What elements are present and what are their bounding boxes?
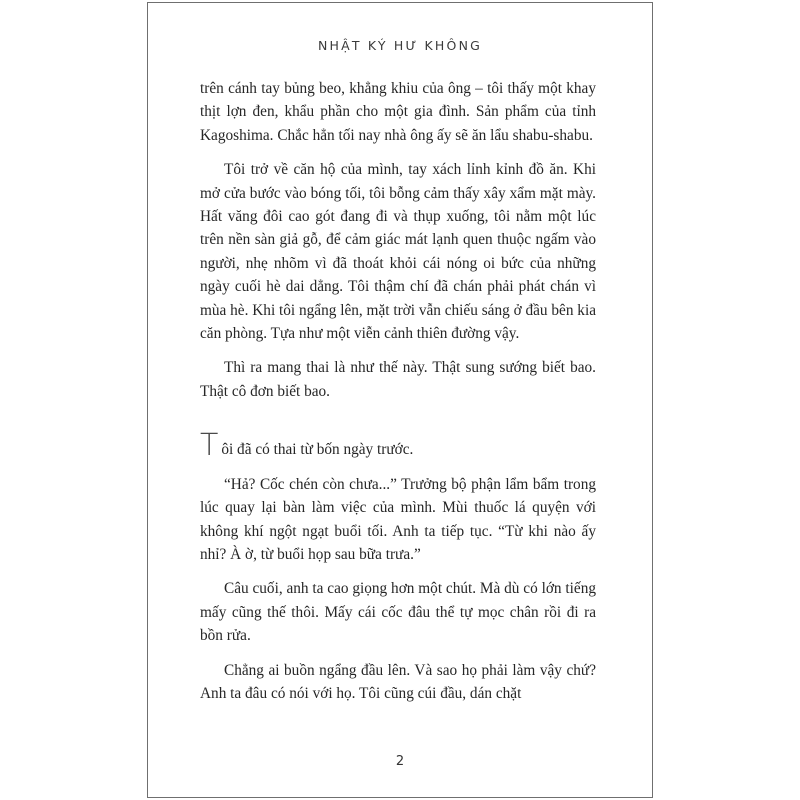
- paragraph: Chẳng ai buồn ngẩng đầu lên. Và sao họ phải làm vậy chứ? Anh ta đâu có nói với họ. Tôi cũng cúi đầu, dán chặt: [200, 661, 596, 702]
- paragraph: Thì ra mang thai là như thế này. Thật sung sướng biết bao. Thật cô đơn biết bao.: [200, 359, 596, 400]
- paragraph: Tôi trở về căn hộ của mình, tay xách lỉnh kỉnh đồ ăn. Khi mở cửa bước vào bóng tối, tôi bỗng cảm thấy xây xẩm mặt mày. Hất văng đôi cao gót đang đi và thụp xuống, tôi nằm một lúc trên nền sàn giả gỗ, để cảm giác mát lạnh quen thuộc ngấm vào người, nhẹ nhõm vì đã thoát khỏi cái nóng oi bức của những ngày cuối hè dai dẳng. Tôi thậm chí đã chán phải phát chán vì mùa hè. Khi tôi ngẩng lên, mặt trời vẫn chiếu sáng ở đầu bên kia căn phòng. Tựa như một viễn cảnh thiên đường vậy.: [200, 161, 596, 343]
- paragraph: “Hả? Cốc chén còn chưa...” Trưởng bộ phận lẩm bẩm trong lúc quay lại bàn làm việc của mình. Mùi thuốc lá quyện với không khí ngột ngạt buổi tối. Anh ta tiếp tục. “Từ khi nào ấy nhỉ? À ờ, từ buổi họp sau bữa trưa.”: [200, 475, 596, 563]
- section-break: [200, 414, 596, 435]
- book-page: [147, 2, 653, 798]
- page-number: 2: [395, 754, 405, 769]
- section-opening-paragraph: [200, 428, 596, 464]
- body-text: [200, 77, 596, 705]
- drop-cap: T: [200, 428, 219, 464]
- running-title: NHẬT KÝ HƯ KHÔNG: [317, 38, 483, 53]
- paragraph: trên cánh tay bủng beo, khẳng khiu của ông – tôi thấy một khay thịt lợn đen, khẩu phần cho một gia đình. Sản phẩm của tỉnh Kagoshima. Chắc hẳn tối nay nhà ông ấy sẽ ăn lẩu shabu-shabu.: [200, 80, 596, 144]
- section-opening-text: ôi đã có thai từ bốn ngày trước.: [221, 441, 414, 459]
- paragraph: Câu cuối, anh ta cao giọng hơn một chút. Mà dù có lớn tiếng mấy cũng thế thôi. Mấy cái cốc đâu thể tự mọc chân rồi đi ra bồn rửa.: [200, 580, 596, 645]
